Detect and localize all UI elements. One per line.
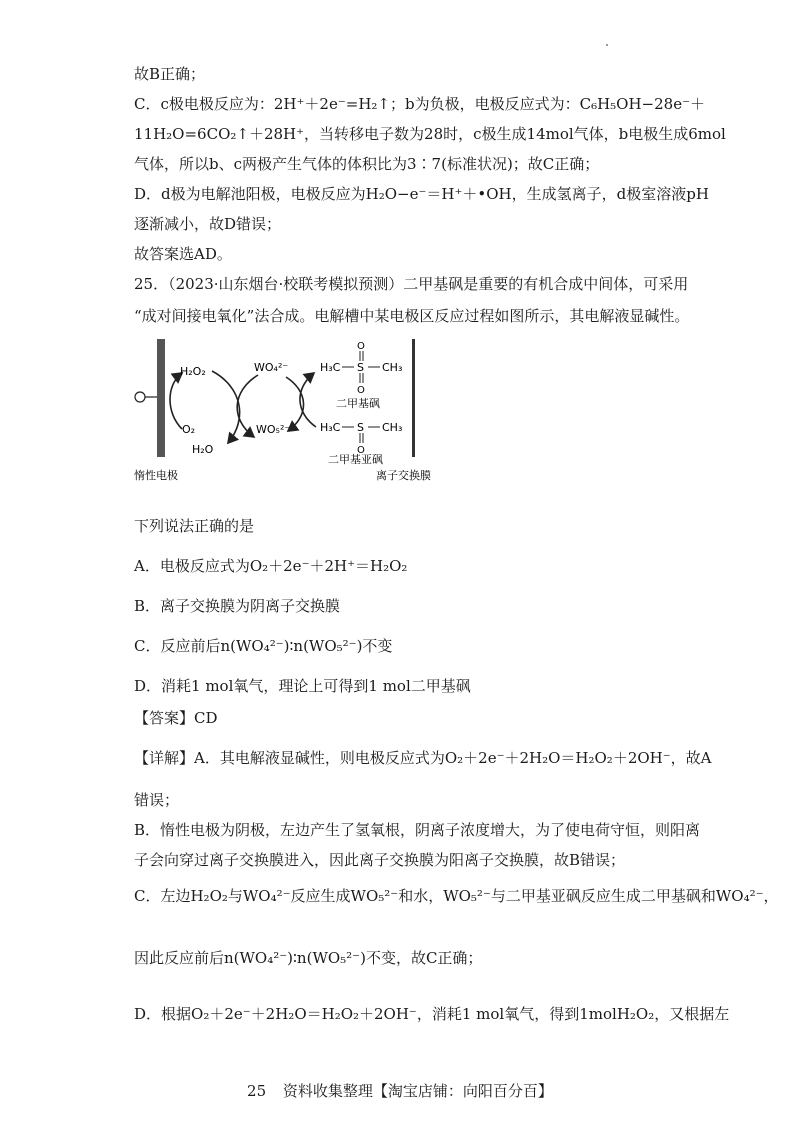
option-c: C．反应前后n(WO₄²⁻)∶n(WO₅²⁻)不变 [134,637,393,655]
detail-line: C．左边H₂O₂与WO₄²⁻反应生成WO₅²⁻和水，WO₅²⁻与二甲基亚砜反应生成二甲基砜和WO₄²⁻， [134,887,779,905]
electrode-label: 惰性电极 [134,469,178,482]
ion-exchange-membrane [412,339,415,457]
membrane-label: 离子交换膜 [376,469,431,482]
detail-line: 【详解】A．其电解液显碱性，则电极反应式为O₂＋2e⁻＋2H₂O＝H₂O₂＋2OH⁻，故A [134,749,712,767]
sulfoxide-o: O [357,445,365,456]
sulfone-h3c: H₃C [320,361,341,374]
option-a: A．电极反应式为O₂＋2e⁻＋2H⁺＝H₂O₂ [134,557,408,575]
question-prompt: 下列说法正确的是 [134,517,255,535]
page-footer [0,1080,800,1101]
question-header: 25．（2023·山东烟台·校联考模拟预测）二甲基砜是重要的有机合成中间体，可采用 [134,275,689,293]
text-line: 故B正确； [134,65,206,83]
text-line: 气体，所以b、c两极产生气体的体积比为3∶7(标准状况)；故C正确； [134,155,600,173]
detail-line: B．惰性电极为阴极，左边产生了氢氧根，阴离子浓度增大，为了使电荷守恒，则阳离 [134,821,701,839]
h2o-label: H₂O [192,443,214,456]
wo5-label: WO₅²⁻ [256,423,291,436]
option-d: D．消耗1 mol氧气，理论上可得到1 mol二甲基砜 [134,677,471,695]
text-line: 11H₂O=6CO₂↑＋28H⁺，当转移电子数为28时，c极生成14mol气体，b电极生成6mol [134,125,726,143]
answer-line: 【答案】CD [134,709,218,727]
electrolysis-diagram [130,335,440,485]
detail-line: 错误； [134,791,180,809]
h2o2-label: H₂O₂ [180,365,206,378]
page-number: 25 [247,1082,267,1100]
text-line: C．c极电极反应为：2H⁺＋2e⁻=H₂↑；b为负极，电极反应式为：C₆H₅OH−28e⁻＋ [134,95,706,113]
footer-source: 资料收集整理【淘宝店铺：向阳百分百】 [282,1082,553,1100]
sulfoxide-ch3: CH₃ [382,421,403,434]
page-mark [606,44,608,46]
sulfoxide-name: 二甲基亚砜 [328,453,383,466]
text-line: 故答案选AD。 [134,245,232,263]
sulfoxide-h3c: H₃C [320,421,341,434]
sulfoxide-s: S [357,421,364,434]
sulfone-o-top: O [357,341,365,352]
question-text: “成对间接电氧化”法合成。电解槽中某电极区反应过程如图所示，其电解液显碱性。 [134,307,690,325]
sulfone-name: 二甲基砜 [336,397,380,410]
wo4-label: WO₄²⁻ [254,361,289,374]
sulfone-s: S [357,361,364,374]
text-line: 逐渐减小，故D错误； [134,215,282,233]
detail-line: D．根据O₂＋2e⁻＋2H₂O＝H₂O₂＋2OH⁻，消耗1 mol氧气，得到1molH₂O₂，又根据左 [134,1005,730,1023]
sulfone-o-bottom: O [357,385,365,396]
option-b: B．离子交换膜为阴离子交换膜 [134,597,341,615]
electrode-terminal [135,392,145,402]
detail-line: 因此反应前后n(WO₄²⁻)∶n(WO₅²⁻)不变，故C正确； [134,949,483,967]
text-line: D．d极为电解池阳极，电极反应为H₂O−e⁻＝H⁺＋•OH，生成氢离子，d极室溶液pH [134,185,709,203]
detail-line: 子会向穿过离子交换膜进入，因此离子交换膜为阳离子交换膜，故B错误； [134,851,626,869]
inert-electrode [157,339,165,457]
sulfone-ch3: CH₃ [382,361,403,374]
o2-label: O₂ [182,423,196,436]
